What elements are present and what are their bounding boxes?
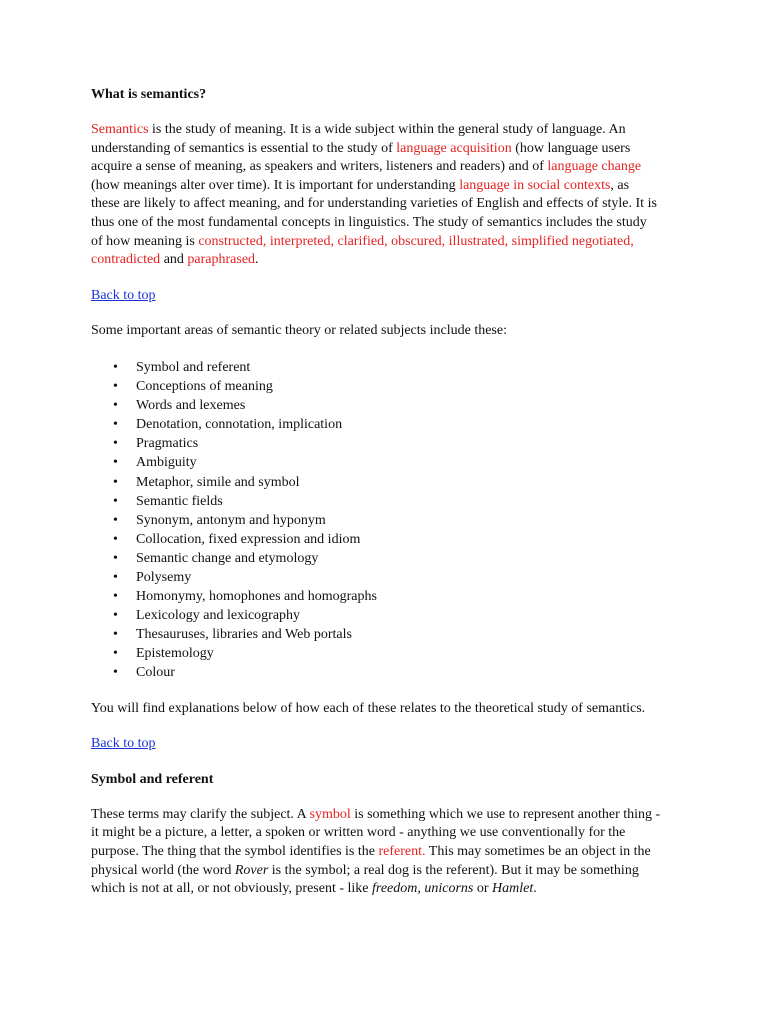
text-run: or — [473, 881, 493, 897]
list-item-label: Colour — [136, 665, 175, 681]
list-item — [113, 415, 661, 434]
list-item-label: Polysemy — [136, 569, 192, 585]
bullet-icon: • — [113, 531, 118, 547]
list-item-label: Synonym, antonym and hyponym — [136, 512, 326, 528]
back-to-top-row-1 — [91, 287, 661, 306]
bullet-icon: • — [113, 474, 118, 490]
bullet-icon: • — [113, 493, 118, 509]
list-item-label: Denotation, connotation, implication — [136, 417, 343, 433]
bullet-icon: • — [113, 646, 118, 662]
text-run: . — [255, 252, 259, 268]
text-run: This may sometimes be an object in the physical world (the word — [91, 843, 651, 878]
areas-outro-paragraph: You will find explanations below of how each of these relates to the theoretical study of semantics. — [91, 700, 646, 716]
term-language-change: language change — [547, 159, 642, 175]
list-item-label: Collocation, fixed expression and idiom — [136, 531, 361, 547]
back-to-top-link-1[interactable]: Back to top — [91, 287, 156, 303]
bullet-icon: • — [113, 608, 118, 624]
text-run: is the study of meaning. It is a wide subject within the general study of language. An understanding of semantics is essential to the study of — [91, 122, 626, 156]
back-to-top-link-2[interactable]: Back to top — [91, 736, 156, 752]
bullet-icon: • — [113, 436, 118, 452]
bullet-icon: • — [113, 512, 118, 528]
bullet-icon: • — [113, 455, 118, 471]
bullet-icon: • — [113, 569, 118, 585]
term-meaning-processes: constructed, interpreted, clarified, obscured, illustrated, simplified negotiated, contradicted — [91, 233, 634, 268]
section-heading-symbol-and-referent: Symbol and referent — [91, 771, 214, 787]
symbol-referent-paragraph — [91, 806, 661, 899]
bullet-icon: • — [113, 398, 118, 414]
bullet-icon: • — [113, 550, 118, 566]
list-item-label: Epistemology — [136, 646, 214, 662]
list-item — [113, 587, 661, 606]
list-item — [113, 663, 661, 682]
bullet-icon: • — [113, 417, 118, 433]
bullet-icon: • — [113, 627, 118, 643]
list-item — [113, 396, 661, 415]
list-item — [113, 568, 661, 587]
term-paraphrased: paraphrased — [187, 252, 256, 268]
semantic-areas-list — [91, 358, 661, 683]
text-run: (how meanings alter over time). It is important for understanding — [91, 177, 460, 193]
list-item — [113, 377, 661, 396]
bullet-icon: • — [113, 665, 118, 681]
list-item-label: Words and lexemes — [136, 398, 246, 414]
list-item-label: Symbol and referent — [136, 359, 251, 375]
list-item — [113, 511, 661, 530]
example-hamlet: Hamlet — [492, 881, 534, 897]
section-heading-what-is-semantics: What is semantics? — [91, 87, 207, 102]
list-item — [113, 625, 661, 644]
list-item-label: Ambiguity — [136, 455, 197, 471]
list-item — [113, 530, 661, 549]
semantics-definition-paragraph — [91, 121, 661, 270]
term-symbol: symbol — [309, 806, 351, 822]
list-item — [113, 644, 661, 663]
bullet-icon: • — [113, 379, 118, 395]
list-item — [113, 492, 661, 511]
example-rover: Rover — [234, 862, 269, 878]
term-referent: referent. — [378, 843, 426, 859]
areas-intro-paragraph: Some important areas of semantic theory or related subjects include these: — [91, 323, 507, 339]
text-run: . — [533, 881, 537, 897]
list-item — [113, 453, 661, 472]
term-language-in-social-contexts: language in social contexts — [459, 177, 611, 193]
text-run: (how language users acquire a sense of meaning, as speakers and writers, listeners and readers) and of — [91, 140, 631, 175]
list-item — [113, 549, 661, 568]
text-run: is something which we use to represent another thing - it might be a picture, a letter, a spoken or written word - anything we use conventionally for the purpose. The thing that the symbol identifies is the — [91, 806, 661, 859]
text-run: is the symbol; a real dog is the referent). But it may be something which is not at all, or not obviously, present - like — [91, 862, 639, 897]
list-item-label: Lexicology and lexicography — [136, 608, 301, 624]
list-item — [113, 358, 661, 377]
text-run: These terms may clarify the subject. A — [91, 806, 310, 822]
term-semantics: Semantics — [91, 122, 149, 137]
list-item-label: Thesauruses, libraries and Web portals — [136, 627, 352, 643]
text-run: and — [160, 252, 188, 268]
example-freedom-unicorns: freedom, unicorns — [372, 881, 474, 897]
list-item — [113, 473, 661, 492]
list-item-label: Semantic change and etymology — [136, 550, 319, 566]
list-item-label: Semantic fields — [136, 493, 223, 509]
list-item-label: Conceptions of meaning — [136, 379, 273, 395]
term-language-acquisition: language acquisition — [396, 140, 512, 156]
list-item-label: Metaphor, simile and symbol — [136, 474, 300, 490]
back-to-top-row-2 — [91, 735, 661, 754]
list-item-label: Homonymy, homophones and homographs — [136, 589, 377, 605]
bullet-icon: • — [113, 589, 118, 605]
list-item — [113, 434, 661, 453]
document-body — [91, 86, 661, 916]
list-item — [113, 606, 661, 625]
text-run: , as these are likely to affect meaning, and for understanding varieties of English and effects of style. It is thus one of the most fundamental concepts in linguistics. The study of semantics includes the study of how meaning is — [91, 177, 657, 249]
bullet-icon: • — [113, 359, 118, 375]
list-item-label: Pragmatics — [136, 436, 199, 452]
